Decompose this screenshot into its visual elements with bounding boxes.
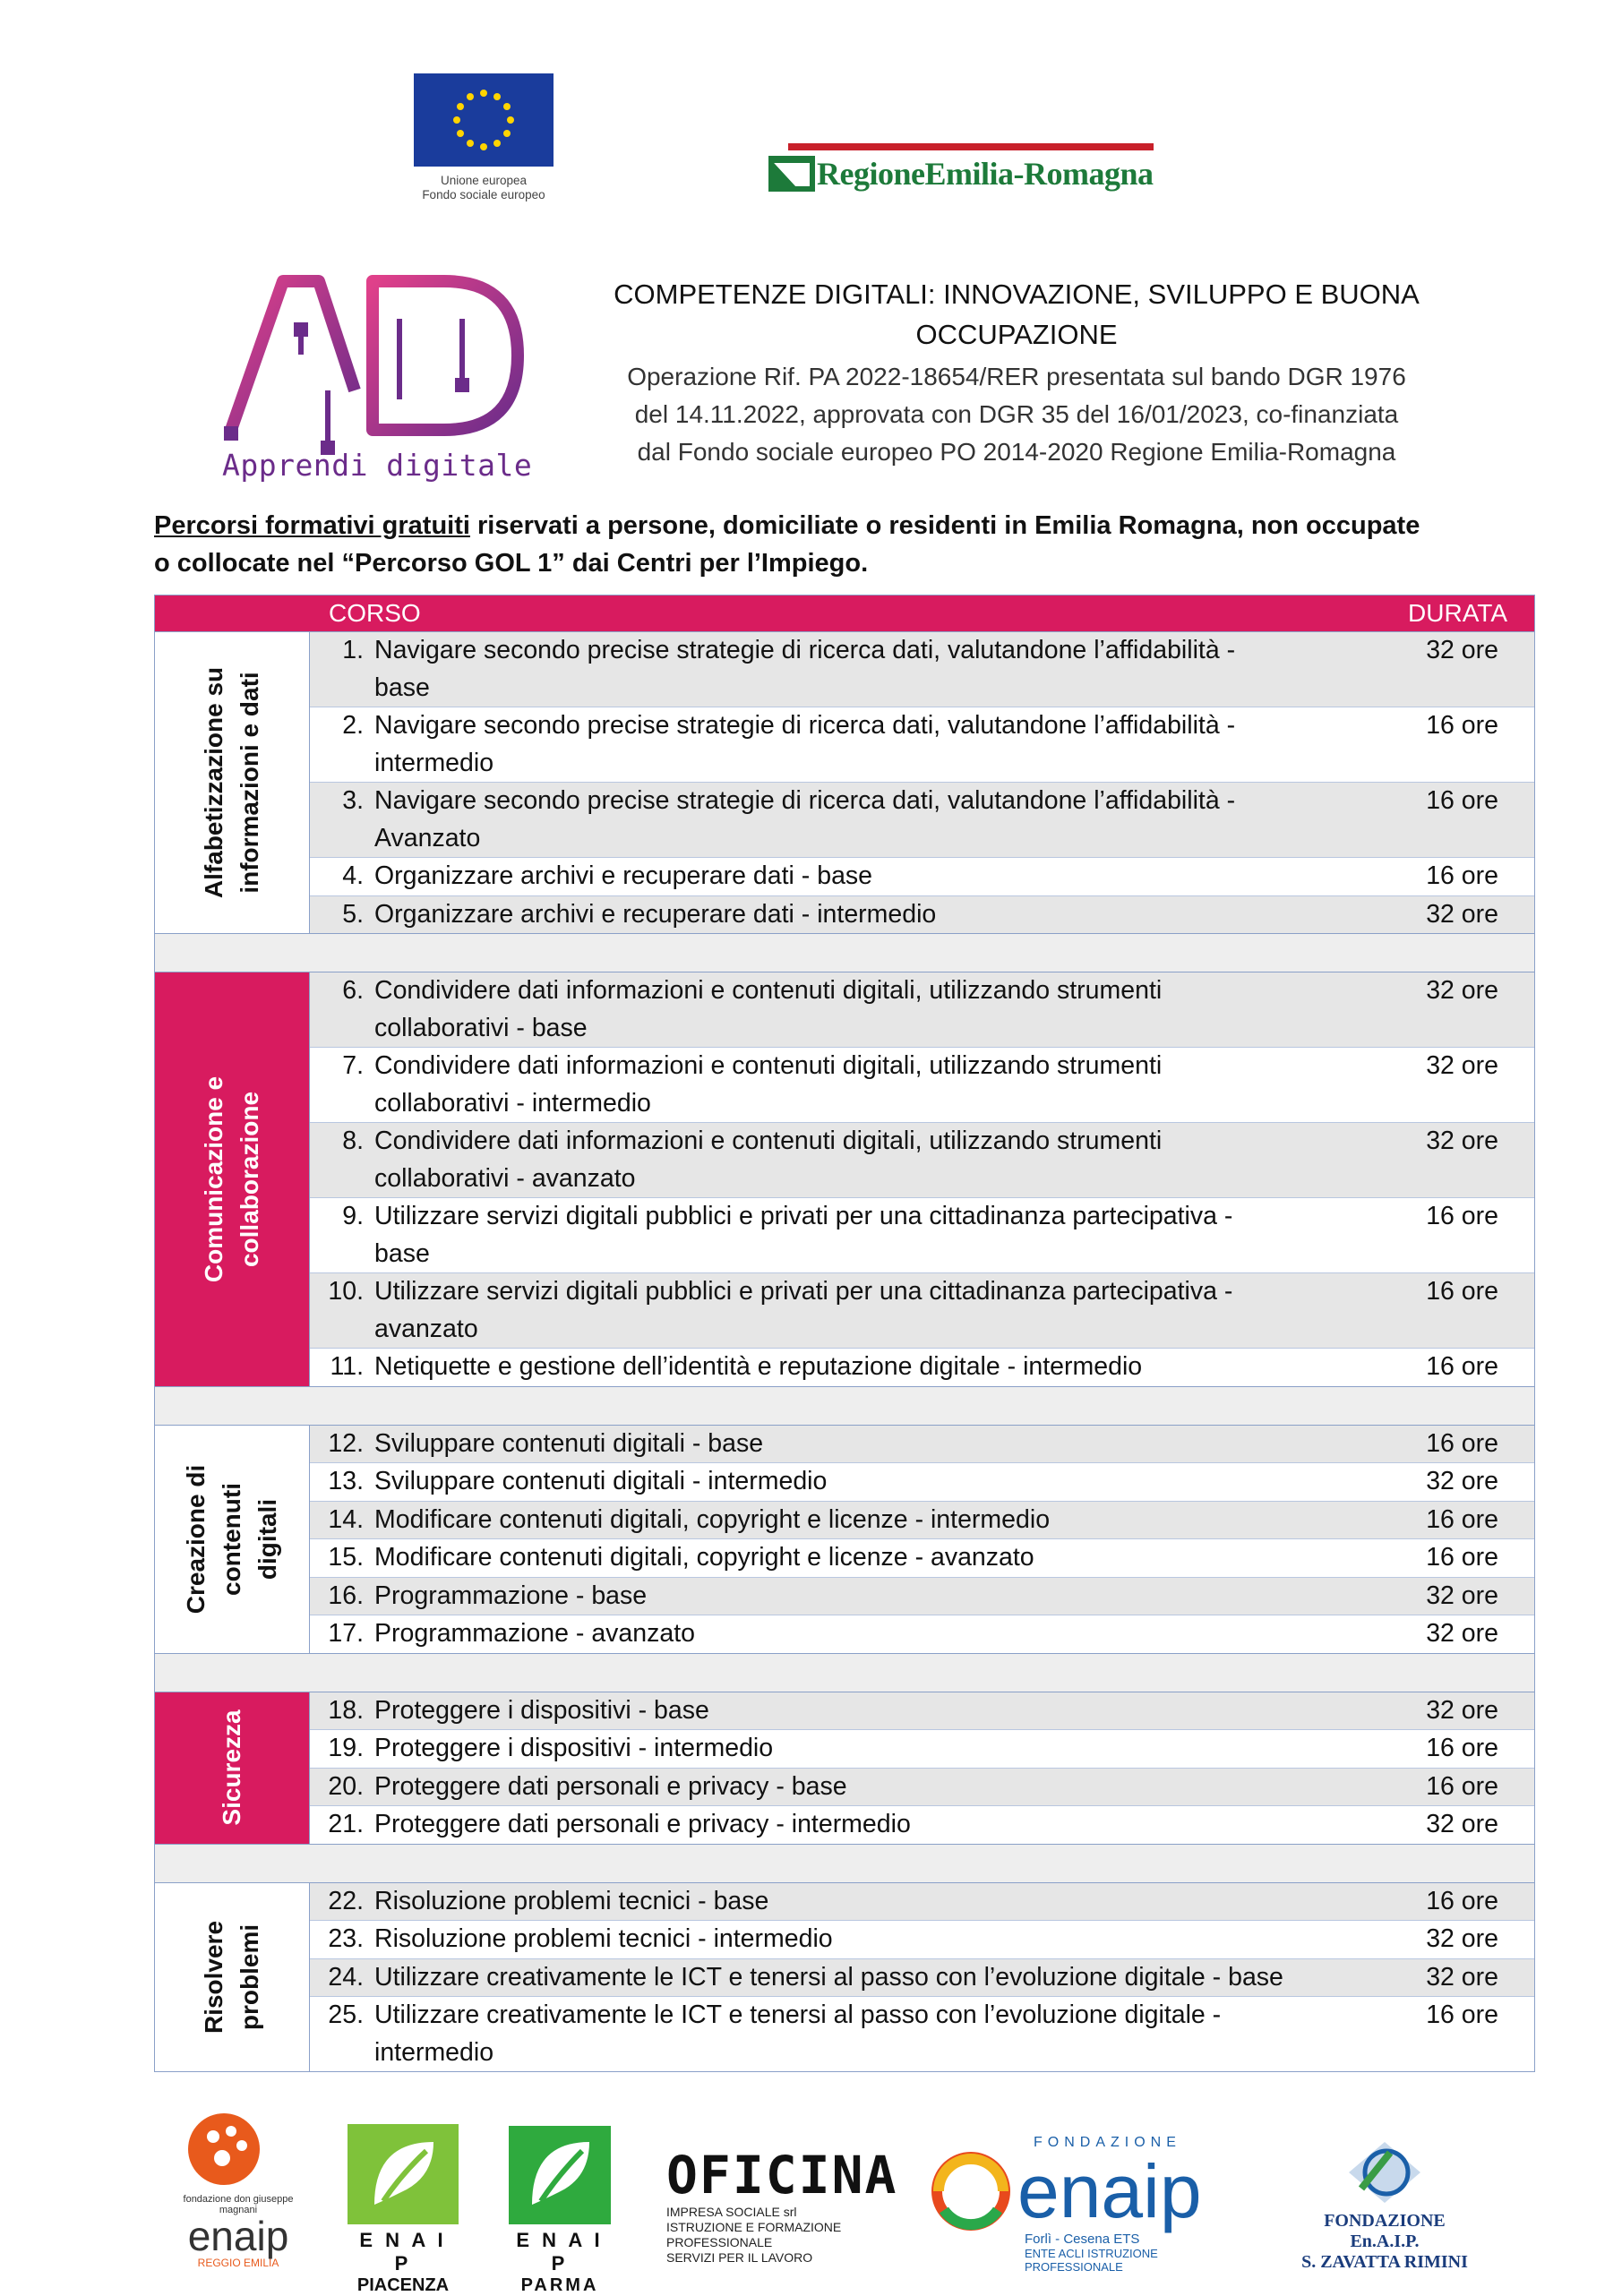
course-title-line2: collaborativi - avanzato (374, 1163, 636, 1193)
section-label (155, 1692, 310, 1844)
eu-caption-line2: Fondo sociale europeo (422, 188, 545, 201)
course-title-line1: Programmazione - avanzato (374, 1619, 696, 1648)
course-number: 7. (342, 1051, 364, 1080)
course-title (374, 1123, 1382, 1197)
table-section (155, 631, 1534, 933)
course-title-line2: Avanzato (374, 823, 481, 852)
operation-line3: dal Fondo sociale europeo PO 2014-2020 Regione Emilia-Romagna (637, 438, 1396, 466)
course-title (374, 1997, 1382, 2071)
course-number: 4. (342, 861, 364, 890)
intro-text (154, 507, 1480, 582)
course-title-line1: Utilizzare servizi digitali pubblici e privati per una cittadinanza partecipativa - (374, 1202, 1233, 1230)
course-duration: 16 ore (1426, 861, 1498, 890)
enaip-leaf-icon (509, 2126, 611, 2224)
header-duration: DURATA (1408, 599, 1507, 627)
table-row (310, 858, 1534, 896)
course-title-line1: Netiquette e gestione dell’identità e reputazione digitale - intermedio (374, 1352, 1143, 1381)
table-section (155, 1882, 1534, 2072)
course-duration: 16 ore (1426, 1734, 1498, 1762)
section-label (155, 972, 310, 1386)
zavatta-emblem-icon (1295, 2137, 1474, 2206)
course-duration: 16 ore (1426, 2000, 1498, 2029)
table-row (310, 1349, 1534, 1386)
page-title (573, 274, 1460, 355)
course-duration: 16 ore (1426, 1504, 1498, 1534)
course-number: 23. (328, 1924, 364, 1953)
course-title-line1: Condividere dati informazioni e contenuti digitali, utilizzando strumenti (374, 1051, 1163, 1080)
course-duration: 32 ore (1426, 1962, 1498, 1992)
enaip-pc-name: E N A I P (359, 2229, 447, 2275)
course-duration: 32 ore (1426, 1695, 1498, 1725)
table-row (310, 1921, 1534, 1959)
table-row (310, 1463, 1534, 1502)
course-duration: 32 ore (1426, 1924, 1498, 1953)
section-spacer (155, 1844, 1534, 1882)
course-duration: 16 ore (1426, 1202, 1498, 1230)
fondazione-zavatta-logo (1295, 2137, 1474, 2272)
course-number: 24. (328, 1962, 364, 1992)
table-row (310, 1502, 1534, 1540)
course-number: 8. (342, 1127, 364, 1155)
course-title (374, 1273, 1382, 1348)
courses-table (154, 595, 1535, 2072)
course-title (374, 1539, 1382, 1577)
section-label-line: problemi (236, 1923, 263, 2030)
course-title-line1: Proteggere i dispositivi - intermedio (374, 1734, 774, 1762)
course-title (374, 1349, 1382, 1386)
course-title (374, 1883, 1382, 1921)
table-row (310, 1048, 1534, 1123)
enaip-parma-logo (509, 2126, 611, 2295)
course-title (374, 1769, 1382, 1806)
operation-reference (573, 358, 1460, 471)
course-title-line1: Utilizzare creativamente le ICT e tenersi al passo con l’evoluzione digitale - (374, 2000, 1222, 2029)
enaip-piacenza-logo (348, 2124, 459, 2295)
table-body (155, 631, 1534, 2071)
enaip-pr-name: E N A I P (516, 2229, 604, 2275)
table-row (310, 1959, 1534, 1998)
enaip-re-name: enaip (187, 2213, 289, 2259)
section-label (155, 1883, 310, 2072)
course-title (374, 1806, 1382, 1844)
course-number: 5. (342, 899, 364, 929)
fond-name: enaip (1017, 2149, 1202, 2233)
course-duration: 16 ore (1426, 1886, 1498, 1915)
course-duration: 32 ore (1426, 976, 1498, 1005)
section-label-line: Comunicazione e (200, 1075, 227, 1282)
logo-caption: Apprendi digitale (222, 448, 533, 483)
section-label-line: Risolvere (200, 1920, 227, 2034)
course-number: 11. (330, 1352, 364, 1381)
course-title-line1: Utilizzare creativamente le ICT e tenersi al passo con l’evoluzione digitale - base (374, 1962, 1283, 1992)
section-label-line: Sicurezza (218, 1709, 245, 1826)
course-number: 21. (328, 1810, 364, 1838)
course-title (374, 1921, 1382, 1958)
course-title (374, 707, 1382, 782)
intro-underlined: Percorsi formativi gratuiti (154, 511, 470, 540)
table-row (310, 1123, 1534, 1198)
course-title-line1: Utilizzare servizi digitali pubblici e privati per una cittadinanza partecipativa - (374, 1277, 1233, 1306)
table-row (310, 1578, 1534, 1616)
regione-name: RegioneEmilia-Romagna (817, 156, 1154, 192)
table-row (310, 1692, 1534, 1731)
course-title-line1: Modificare contenuti digitali, copyright e licenze - avanzato (374, 1543, 1034, 1572)
course-title-line1: Organizzare archivi e recuperare dati - base (374, 861, 873, 890)
table-section (155, 1425, 1534, 1653)
zavatta-line1: FONDAZIONE En.A.I.P. (1324, 2211, 1446, 2251)
course-title (374, 1463, 1382, 1501)
section-label-line: Alfabetizzazione su (200, 666, 227, 899)
title-line1: COMPETENZE DIGITALI: INNOVAZIONE, SVILUPPO E BUONA (614, 278, 1420, 310)
table-row (310, 707, 1534, 783)
table-row (310, 972, 1534, 1048)
enaip-hand-icon (177, 2104, 276, 2189)
course-title (374, 896, 1382, 934)
course-title-line2: collaborativi - intermedio (374, 1088, 651, 1118)
course-title (374, 1615, 1382, 1653)
course-title-line1: Programmazione - base (374, 1581, 648, 1610)
enaip-reggio-emilia-logo (167, 2104, 310, 2269)
course-title-line2: collaborativi - base (374, 1013, 588, 1042)
course-title-line1: Proteggere dati personali e privacy - base (374, 1771, 847, 1801)
fond-sub2: ENTE ACLI ISTRUZIONE PROFESSIONALE (1025, 2247, 1158, 2274)
course-title-line2: base (374, 673, 430, 702)
fond-top: FONDAZIONE (1034, 2135, 1181, 2150)
course-number: 3. (342, 786, 364, 815)
course-number: 1. (342, 636, 364, 664)
course-number: 15. (328, 1543, 364, 1572)
table-section (155, 972, 1534, 1386)
title-line2: OCCUPAZIONE (915, 319, 1118, 350)
table-row (310, 1198, 1534, 1273)
course-title-line1: Risoluzione problemi tecnici - intermedio (374, 1924, 833, 1953)
course-title (374, 1692, 1382, 1730)
course-duration: 32 ore (1426, 1051, 1498, 1080)
section-spacer (155, 1386, 1534, 1425)
header-course: CORSO (329, 599, 421, 627)
course-duration: 32 ore (1426, 1619, 1498, 1648)
course-duration: 32 ore (1426, 1810, 1498, 1838)
course-title-line1: Navigare secondo precise strategie di ricerca dati, valutandone l’affidabilità - (374, 636, 1236, 664)
eu-flag-icon (414, 73, 554, 167)
course-duration: 16 ore (1426, 1428, 1498, 1458)
enaip-re-top: fondazione don giuseppe magnani (183, 2194, 294, 2215)
course-duration: 16 ore (1426, 1277, 1498, 1306)
course-title-line1: Sviluppare contenuti digitali - intermedio (374, 1467, 828, 1495)
course-duration: 32 ore (1426, 899, 1498, 929)
operation-line2: del 14.11.2022, approvata con DGR 35 del 16/01/2023, co-finanziata (634, 400, 1399, 428)
course-number: 16. (328, 1581, 364, 1610)
zavatta-line2: S. ZAVATTA RIMINI (1301, 2252, 1468, 2272)
course-title (374, 1426, 1382, 1463)
course-title-line2: intermedio (374, 2037, 494, 2067)
section-label-line: informazioni e dati (236, 672, 263, 894)
course-title (374, 1502, 1382, 1539)
course-title (374, 632, 1382, 707)
course-title (374, 783, 1382, 857)
course-title-line1: Risoluzione problemi tecnici - base (374, 1886, 769, 1915)
regione-logo (768, 143, 1154, 193)
intro-rest-line1: riservati a persone, domiciliate o residenti in Emilia Romagna, non occupate (469, 511, 1420, 540)
table-row (310, 783, 1534, 858)
course-title (374, 1959, 1382, 1997)
course-duration: 32 ore (1426, 636, 1498, 664)
course-number: 2. (342, 711, 364, 740)
table-row (310, 1769, 1534, 1807)
table-header (155, 595, 1534, 631)
section-label-line: collaborazione (236, 1091, 263, 1267)
course-number: 13. (328, 1467, 364, 1495)
regione-emblem-icon (768, 154, 815, 193)
table-row (310, 896, 1534, 934)
course-number: 14. (328, 1504, 364, 1534)
oficina-sub1: IMPRESA SOCIALE srl (666, 2205, 797, 2219)
course-title-line1: Proteggere i dispositivi - base (374, 1695, 709, 1725)
enaip-circle-icon (926, 2151, 1016, 2232)
table-row (310, 1426, 1534, 1464)
oficina-name: OFICINA (666, 2145, 898, 2206)
course-title (374, 1198, 1382, 1272)
course-duration: 32 ore (1426, 1581, 1498, 1610)
course-title-line2: avanzato (374, 1314, 478, 1343)
course-number: 25. (328, 2000, 364, 2029)
course-number: 22. (328, 1886, 364, 1915)
course-number: 6. (342, 976, 364, 1005)
regione-red-line (788, 143, 1154, 150)
course-title (374, 858, 1382, 895)
table-row (310, 1539, 1534, 1578)
table-row (310, 1806, 1534, 1844)
section-label (155, 632, 310, 933)
table-row (310, 1615, 1534, 1653)
enaip-leaf-icon (348, 2124, 459, 2224)
course-number: 18. (328, 1695, 364, 1725)
section-label-line: Creazione di (182, 1464, 210, 1614)
course-number: 12. (328, 1428, 364, 1458)
enaip-re-sub: REGGIO EMILIA (197, 2257, 279, 2269)
operation-line1: Operazione Rif. PA 2022-18654/RER presentata sul bando DGR 1976 (627, 363, 1406, 390)
course-duration: 16 ore (1426, 786, 1498, 815)
course-title-line1: Condividere dati informazioni e contenuti digitali, utilizzando strumenti (374, 1127, 1163, 1155)
course-title-line1: Proteggere dati personali e privacy - intermedio (374, 1810, 911, 1838)
course-title (374, 1730, 1382, 1768)
course-title-line1: Organizzare archivi e recuperare dati - intermedio (374, 899, 937, 929)
enaip-pc-city: PIACENZA (356, 2275, 450, 2295)
course-title-line1: Condividere dati informazioni e contenuti digitali, utilizzando strumenti (374, 976, 1163, 1005)
section-label (155, 1426, 310, 1653)
section-spacer (155, 1653, 1534, 1692)
course-title (374, 972, 1382, 1047)
fondazione-enaip-forli-cesena-logo (926, 2135, 1231, 2274)
intro-line2: o collocate nel “Percorso GOL 1” dai Centri per l’Impiego. (154, 549, 869, 578)
course-number: 10. (328, 1277, 364, 1306)
course-title-line1: Sviluppare contenuti digitali - base (374, 1428, 764, 1458)
enaip-pr-city: PARMA (520, 2275, 599, 2295)
oficina-sub3: SERVIZI PER IL LAVORO (666, 2250, 813, 2265)
table-row (310, 1997, 1534, 2071)
course-number: 20. (328, 1771, 364, 1801)
course-title-line1: Navigare secondo precise strategie di ricerca dati, valutandone l’affidabilità - (374, 786, 1236, 815)
course-title (374, 1048, 1382, 1122)
course-duration: 32 ore (1426, 1467, 1498, 1495)
course-duration: 16 ore (1426, 1352, 1498, 1381)
section-label-line: contenuti (218, 1482, 245, 1596)
course-title (374, 1578, 1382, 1615)
table-row (310, 632, 1534, 707)
table-row (310, 1273, 1534, 1349)
course-title-line1: Navigare secondo precise strategie di ricerca dati, valutandone l’affidabilità - (374, 711, 1236, 740)
oficina-sub2: ISTRUZIONE E FORMAZIONE PROFESSIONALE (666, 2220, 842, 2249)
table-row (310, 1883, 1534, 1922)
course-duration: 32 ore (1426, 1127, 1498, 1155)
oficina-logo (666, 2146, 906, 2266)
eu-logo (414, 73, 554, 202)
section-label-line: digitali (253, 1498, 281, 1580)
section-spacer (155, 933, 1534, 972)
table-row (310, 1730, 1534, 1769)
course-number: 19. (328, 1734, 364, 1762)
fond-sub1: Forlì - Cesena ETS (1025, 2232, 1140, 2247)
course-number: 9. (342, 1202, 364, 1230)
title-block (573, 274, 1460, 471)
course-duration: 16 ore (1426, 1771, 1498, 1801)
eu-caption-line1: Unione europea (440, 174, 528, 187)
course-title-line1: Modificare contenuti digitali, copyright e licenze - intermedio (374, 1504, 1051, 1534)
table-section (155, 1692, 1534, 1844)
course-number: 17. (328, 1619, 364, 1648)
course-duration: 16 ore (1426, 1543, 1498, 1572)
course-title-line2: intermedio (374, 748, 494, 777)
course-title-line2: base (374, 1238, 430, 1268)
course-duration: 16 ore (1426, 711, 1498, 740)
